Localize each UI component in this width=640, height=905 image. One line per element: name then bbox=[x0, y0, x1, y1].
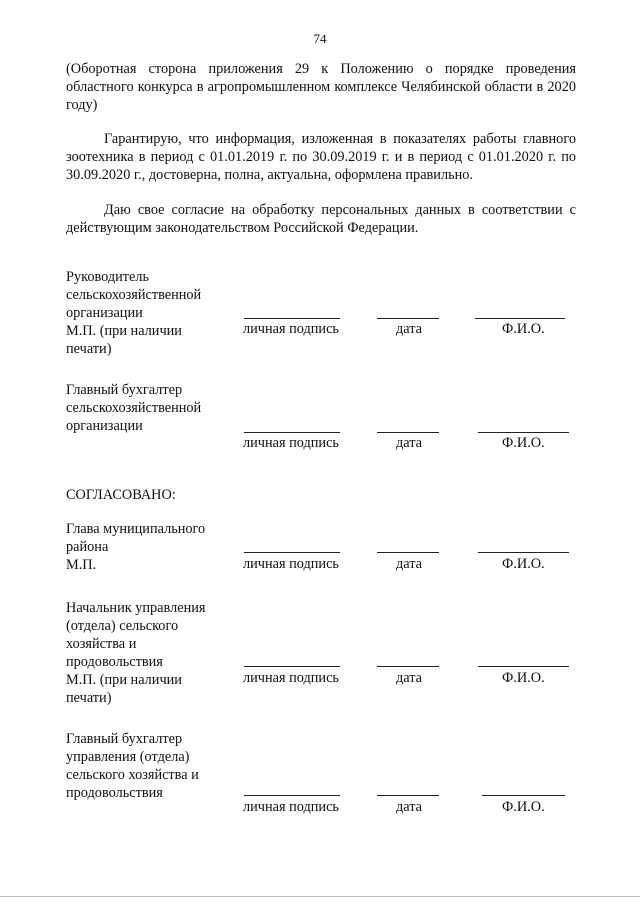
dept-head-signature-caption: личная подпись bbox=[243, 670, 339, 686]
org-accountant-signature-caption: личная подпись bbox=[243, 435, 339, 451]
org-head-name-caption: Ф.И.О. bbox=[502, 321, 545, 337]
dept-accountant-signature-line[interactable] bbox=[244, 795, 340, 796]
municipal-head-signature-caption: личная подпись bbox=[243, 556, 339, 572]
org-accountant-label: Главный бухгалтер сельскохозяйственной организации bbox=[66, 382, 202, 434]
municipal-head-name-caption: Ф.И.О. bbox=[502, 556, 545, 572]
municipal-head-name-line[interactable] bbox=[478, 552, 569, 553]
dept-accountant-date-caption: дата bbox=[396, 799, 423, 815]
municipal-head-date-line[interactable] bbox=[377, 552, 439, 553]
org-head-label: Руководитель сельскохозяйственной организации М.П. (при наличии печати) bbox=[66, 269, 202, 357]
org-accountant-name-caption: Ф.И.О. bbox=[502, 435, 545, 451]
org-head-signature-caption: личная подпись bbox=[243, 321, 339, 337]
dept-head-signature-line[interactable] bbox=[244, 666, 340, 667]
org-accountant-name-line[interactable] bbox=[478, 432, 569, 433]
dept-accountant-signature-caption: личная подпись bbox=[243, 799, 339, 815]
consent-paragraph: Даю свое согласие на обработку персональных данных в соответствии с действующим законодательством Российской Федерации. bbox=[66, 202, 576, 236]
org-head-date-line[interactable] bbox=[377, 318, 439, 319]
dept-accountant-name-caption: Ф.И.О. bbox=[502, 799, 545, 815]
org-head-signature-line[interactable] bbox=[244, 318, 340, 319]
page-bottom-edge bbox=[0, 896, 640, 897]
agreed-heading: СОГЛАСОВАНО: bbox=[66, 487, 176, 503]
dept-head-name-line[interactable] bbox=[478, 666, 569, 667]
page-number: 74 bbox=[313, 31, 327, 46]
org-accountant-date-caption: дата bbox=[396, 435, 423, 451]
municipal-head-signature-line[interactable] bbox=[244, 552, 340, 553]
org-accountant-date-line[interactable] bbox=[377, 432, 439, 433]
dept-head-date-caption: дата bbox=[396, 670, 423, 686]
dept-accountant-date-line[interactable] bbox=[377, 795, 439, 796]
dept-head-label: Начальник управления (отдела) сельского хозяйства и продовольствия М.П. (при наличии печати) bbox=[66, 600, 206, 706]
dept-head-name-caption: Ф.И.О. bbox=[502, 670, 545, 686]
org-accountant-signature-line[interactable] bbox=[244, 432, 340, 433]
municipal-head-date-caption: дата bbox=[396, 556, 423, 572]
org-head-date-caption: дата bbox=[396, 321, 423, 337]
guarantee-paragraph: Гарантирую, что информация, изложенная в показателях работы главного зоотехника в период с 01.01.2019 г. по 30.09.2019 г. и в период с 01.01.2020 г. по 30.09.2020 г., достоверна, полна, актуальна, оформлена правильно. bbox=[66, 131, 576, 183]
dept-accountant-label: Главный бухгалтер управления (отдела) сельского хозяйства и продовольствия bbox=[66, 731, 199, 801]
dept-head-date-line[interactable] bbox=[377, 666, 439, 667]
appendix-reference-note: (Оборотная сторона приложения 29 к Положению о порядке проведения областного конкурса в агропромышленном комплексе Челябинской области в 2020 году) bbox=[66, 61, 576, 113]
org-head-name-line[interactable] bbox=[475, 318, 565, 319]
dept-accountant-name-line[interactable] bbox=[482, 795, 565, 796]
municipal-head-label: Глава муниципального района М.П. bbox=[66, 521, 206, 573]
